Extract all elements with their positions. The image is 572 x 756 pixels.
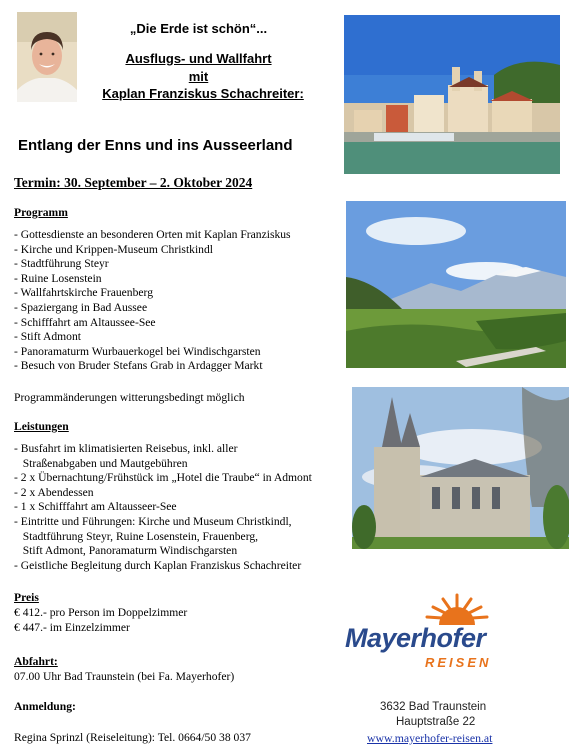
preis-doppelzimmer: € 412.- pro Person im Doppelzimmer [14, 606, 188, 619]
list-item: - Panoramaturm Wurbauerkogel bei Windischgarsten [14, 344, 261, 358]
portrait-photo [17, 12, 77, 102]
termin-date: Termin: 30. September – 2. Oktober 2024 [14, 175, 253, 190]
mayerhofer-logo [345, 585, 505, 685]
list-item: - Ruine Losenstein [14, 271, 102, 285]
list-item: - Busfahrt im klimatisierten Reisebus, inkl. aller [14, 442, 238, 455]
programm-heading: Programm [14, 206, 68, 219]
list-item: - 1 x Schifffahrt am Altausseer-See [14, 500, 177, 514]
logo-sub: REISEN [425, 655, 492, 670]
list-item: Stift Admont, Panoramaturm Windischgarsten [14, 544, 238, 558]
steyr-town-photo [344, 15, 560, 174]
abfahrt-text: 07.00 Uhr Bad Traunstein (bei Fa. Mayerhofer) [14, 670, 235, 683]
preis-einzelzimmer: € 447.- im Einzelzimmer [14, 621, 130, 634]
header-line3: Kaplan Franziskus Schachreiter: [102, 86, 304, 101]
anmeldung-heading: Anmeldung: [14, 700, 76, 713]
website-link[interactable]: www.mayerhofer-reisen.at [367, 731, 493, 745]
list-item: Straßenabgaben und Mautgebühren [14, 456, 188, 470]
preis-heading: Preis [14, 591, 39, 604]
header-quote: „Die Erde ist schön“... [129, 21, 268, 36]
logo-name: Mayerhofer [345, 623, 486, 653]
list-item: - 2 x Übernachtung/Frühstück im „Hotel die Traube“ in Admont [14, 471, 312, 485]
anmeldung-text: Regina Sprinzl (Reiseleitung): Tel. 0664/50 38 037 [14, 731, 251, 744]
leistungen-list [14, 442, 312, 573]
programm-note: Programmänderungen witterungsbedingt möglich [14, 391, 245, 404]
list-item: Stadtführung Steyr, Ruine Losenstein, Frauenberg, [14, 529, 259, 543]
programm-list [14, 228, 291, 374]
list-item: - Schifffahrt am Altaussee-See [14, 315, 156, 329]
address-line1: 3632 Bad Traunstein [380, 701, 487, 713]
list-item: - 2 x Abendessen [14, 485, 94, 499]
list-item: - Spaziergang in Bad Aussee [14, 300, 148, 314]
list-item: - Wallfahrtskirche Frauenberg [14, 286, 153, 300]
page-title: Entlang der Enns und ins Ausseerland [18, 137, 293, 154]
list-item: - Kirche und Krippen-Museum Christkindl [14, 242, 213, 256]
header-line1: Ausflugs- und Wallfahrt [125, 51, 272, 66]
admont-abbey-photo [352, 387, 569, 549]
list-item: - Stift Admont [14, 330, 81, 344]
list-item: - Besuch von Bruder Stefans Grab in Ardagger Markt [14, 359, 263, 373]
header-line2: mit [188, 69, 209, 84]
list-item: - Stadtführung Steyr [14, 257, 109, 271]
abfahrt-heading: Abfahrt: [14, 655, 58, 668]
mountain-valley-photo [346, 201, 566, 368]
address-line2: Hauptstraße 22 [396, 716, 476, 728]
leistungen-heading: Leistungen [14, 420, 69, 433]
list-item: - Gottesdienste an besonderen Orten mit Kaplan Franziskus [14, 228, 291, 241]
list-item: - Geistliche Begleitung durch Kaplan Franziskus Schachreiter [14, 558, 302, 572]
list-item: - Eintritte und Führungen: Kirche und Museum Christkindl, [14, 514, 292, 528]
